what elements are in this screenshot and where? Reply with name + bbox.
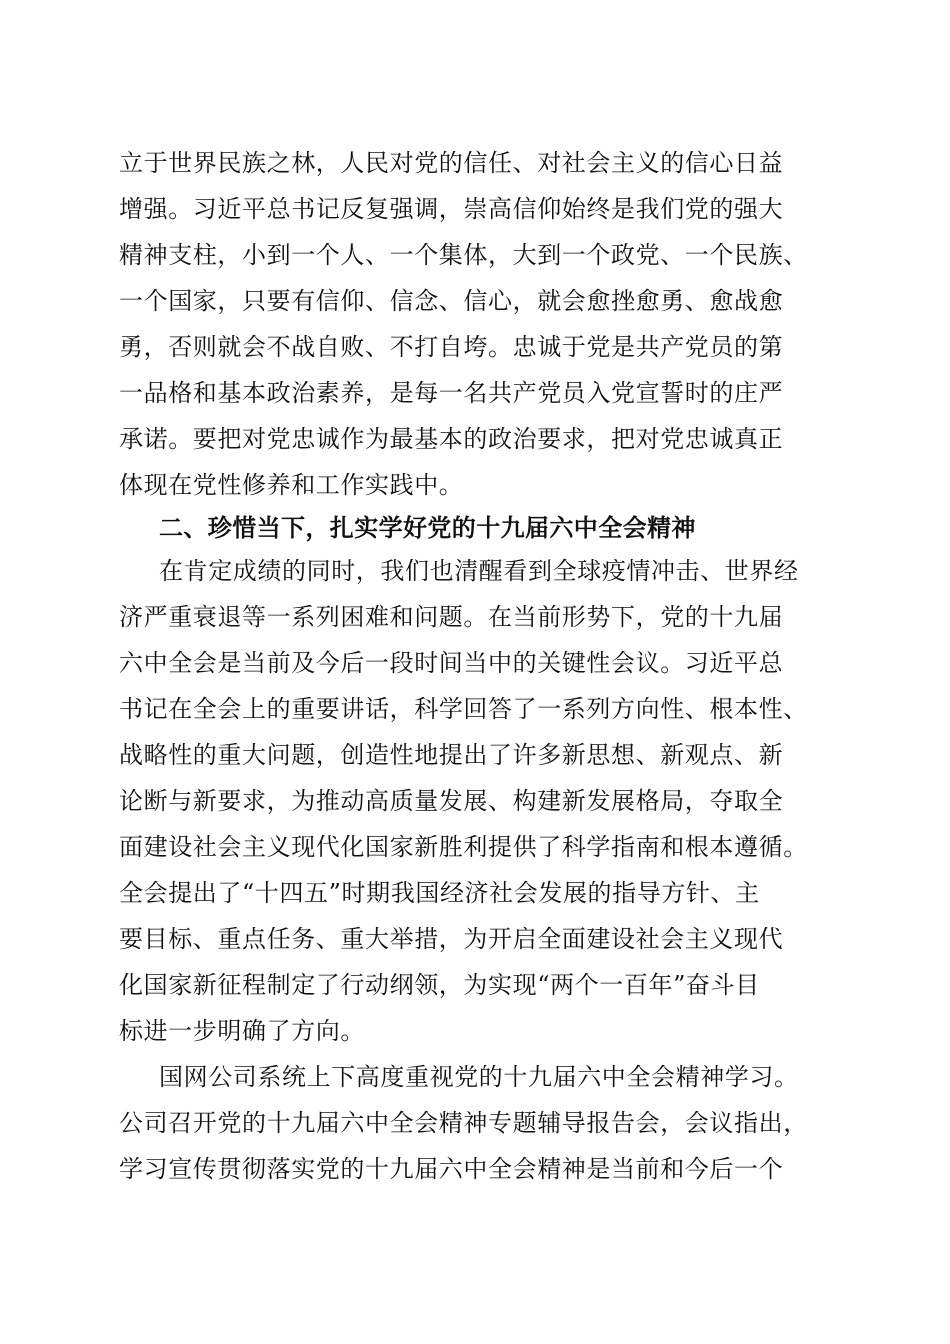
paragraph-line: 六中全会是当前及今后一段时间当中的关键性会议。习近平总: [119, 649, 784, 677]
paragraph-line: 战略性的重大问题，创造性地提出了许多新思想、新观点、新: [119, 741, 784, 769]
paragraph-line: 精神支柱，小到一个人、一个集体，大到一个政党、一个民族、: [119, 241, 808, 269]
paragraph-line: 立于世界民族之林，人民对党的信任、对社会主义的信心日益: [119, 149, 784, 177]
paragraph-line: 要目标、重点任务、重大举措，为开启全面建设社会主义现代: [119, 925, 784, 953]
paragraph-line: 增强。习近平总书记反复强调，崇高信仰始终是我们党的强大: [119, 195, 784, 223]
paragraph-line: 面建设社会主义现代化国家新胜利提供了科学指南和根本遵循。: [119, 833, 808, 861]
paragraph-line: 济严重衰退等一系列困难和问题。在当前形势下，党的十九届: [119, 603, 784, 631]
paragraph-line: 全会提出了“十四五”时期我国经济社会发展的指导方针、主: [119, 879, 760, 907]
paragraph-line: 学习宣传贯彻落实党的十九届六中全会精神是当前和今后一个: [119, 1155, 784, 1183]
section-heading: 二、珍惜当下，扎实学好党的十九届六中全会精神: [159, 514, 696, 542]
paragraph-line: 公司召开党的十九届六中全会精神专题辅导报告会，会议指出，: [119, 1109, 808, 1137]
paragraph-line: 化国家新征程制定了行动纲领，为实现“两个一百年”奋斗目: [119, 971, 760, 999]
paragraph-line: 标进一步明确了方向。: [119, 1017, 365, 1045]
paragraph-line: 在肯定成绩的同时，我们也清醒看到全球疫情冲击、世界经: [159, 557, 799, 585]
paragraph-line: 一品格和基本政治素养，是每一名共产党员入党宣誓时的庄严: [119, 379, 784, 407]
paragraph-line: 体现在党性修养和工作实践中。: [119, 471, 464, 499]
paragraph-line: 勇，否则就会不战自败、不打自垮。忠诚于党是共产党员的第: [119, 333, 784, 361]
paragraph-line: 承诺。要把对党忠诚作为最基本的政治要求，把对党忠诚真正: [119, 425, 784, 453]
paragraph-line: 论断与新要求，为推动高质量发展、构建新发展格局，夺取全: [119, 787, 784, 815]
paragraph-line: 书记在全会上的重要讲话，科学回答了一系列方向性、根本性、: [119, 695, 808, 723]
paragraph-line: 一个国家，只要有信仰、信念、信心，就会愈挫愈勇、愈战愈: [119, 287, 784, 315]
paragraph-line: 国网公司系统上下高度重视党的十九届六中全会精神学习。: [159, 1063, 799, 1091]
